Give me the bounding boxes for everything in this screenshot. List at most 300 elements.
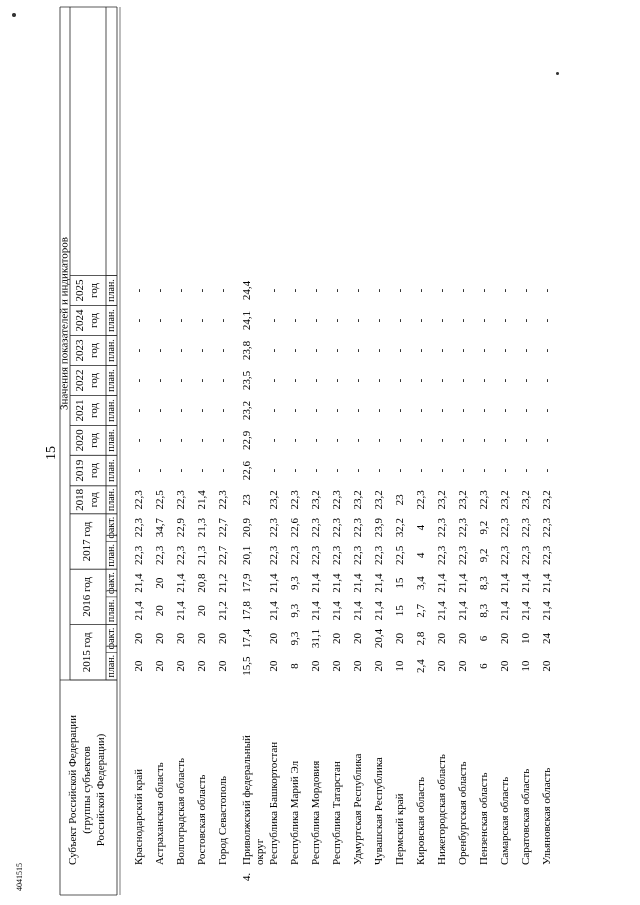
value-cell: 21,4 — [520, 573, 532, 593]
value-cell: 4 — [415, 524, 427, 531]
value-cell: 9,3 — [289, 576, 301, 590]
value-cell: - — [478, 318, 490, 323]
value-cell: 21,4 — [436, 573, 448, 593]
value-cell: 22,3 — [133, 518, 145, 538]
plan-label: план. — [106, 309, 117, 332]
value-cell: - — [415, 438, 427, 443]
value-cell: - — [373, 468, 385, 473]
value-cell: 20 — [436, 660, 448, 672]
value-cell: 21,4 — [373, 573, 385, 593]
value-cell: 15 — [394, 605, 406, 617]
value-cell: - — [310, 318, 322, 323]
rotated-content — [15, 7, 553, 895]
value-cell: - — [520, 348, 532, 353]
value-cell: 23,8 — [241, 340, 253, 361]
value-cell: - — [499, 468, 511, 473]
subject-name: Чувашская Республика — [373, 757, 385, 865]
value-cell: 22,3 — [217, 490, 229, 510]
table-row — [478, 288, 490, 865]
subject-name: Самарская область — [499, 776, 511, 865]
value-cell: 20 — [331, 660, 343, 672]
value-cell: 22,3 — [436, 518, 448, 538]
subject-name: Ульяновская область — [541, 767, 553, 865]
value-cell: - — [457, 438, 469, 443]
value-cell: - — [196, 378, 208, 383]
value-cell: - — [217, 318, 229, 323]
value-cell: 20 — [541, 660, 553, 672]
value-cell: - — [133, 438, 145, 443]
value-cell: 21,2 — [217, 601, 229, 621]
value-cell: 22,3 — [175, 545, 187, 565]
year-header: 2018 — [74, 488, 86, 511]
value-cell: - — [310, 408, 322, 413]
value-cell: 22,3 — [541, 518, 553, 538]
year-header: 2019 — [74, 459, 86, 482]
value-cell: - — [541, 378, 553, 383]
value-cell: 31,1 — [310, 628, 322, 649]
table-row — [415, 288, 427, 865]
table-row — [217, 288, 229, 865]
value-cell: - — [175, 438, 187, 443]
table-row — [289, 288, 301, 865]
table-header — [59, 237, 118, 865]
plan-label: план. — [106, 429, 117, 452]
value-cell: - — [331, 288, 343, 293]
value-cell: - — [373, 318, 385, 323]
value-cell: - — [196, 288, 208, 293]
value-cell: - — [394, 288, 406, 293]
year-header: 2021 — [74, 399, 86, 422]
value-cell: 17,4 — [241, 628, 253, 649]
subject-name: Астраханская область — [154, 762, 166, 865]
subject-name: Удмуртская Республика — [352, 753, 364, 865]
value-cell: - — [499, 348, 511, 353]
value-cell: - — [478, 438, 490, 443]
value-cell: 22,7 — [217, 545, 229, 565]
value-cell: 2,4 — [415, 659, 427, 674]
table-row — [154, 288, 166, 865]
value-cell: - — [217, 378, 229, 383]
value-cell: - — [394, 318, 406, 323]
document-code: 4041515 — [15, 863, 24, 891]
value-cell: - — [268, 468, 280, 473]
value-cell: 32,2 — [394, 518, 406, 538]
value-cell: - — [268, 378, 280, 383]
value-cell: 20 — [457, 660, 469, 672]
value-cell: 10 — [394, 660, 406, 672]
value-cell: - — [415, 408, 427, 413]
value-cell: - — [499, 318, 511, 323]
value-cell: 23,9 — [373, 518, 385, 538]
value-cell: 20 — [217, 632, 229, 644]
value-cell: - — [352, 288, 364, 293]
value-cell: - — [196, 408, 208, 413]
value-cell: - — [310, 288, 322, 293]
table-row — [436, 288, 448, 865]
value-cell: 22,3 — [457, 518, 469, 538]
table-row — [310, 288, 322, 865]
value-cell: 22,5 — [154, 490, 166, 510]
value-cell: - — [196, 438, 208, 443]
value-cell: 9,3 — [289, 603, 301, 618]
value-cell: 20 — [331, 632, 343, 644]
table-row — [352, 288, 364, 865]
table-row — [520, 288, 532, 865]
year-header: 2022 — [74, 369, 86, 392]
value-cell: - — [289, 348, 301, 353]
value-cell: - — [520, 408, 532, 413]
value-cell: - — [268, 438, 280, 443]
value-cell: 24,4 — [241, 280, 253, 301]
value-cell: 21,4 — [541, 573, 553, 593]
value-cell: - — [373, 288, 385, 293]
value-cell: 22,3 — [289, 490, 301, 510]
value-cell: - — [217, 408, 229, 413]
value-cell: - — [352, 378, 364, 383]
value-cell: - — [415, 468, 427, 473]
value-cell: 21,4 — [331, 573, 343, 593]
value-cell: 22,7 — [217, 518, 229, 538]
value-cell: 20 — [499, 660, 511, 672]
table-row — [457, 288, 469, 865]
value-cell: 9,2 — [478, 548, 490, 563]
value-cell: - — [175, 378, 187, 383]
value-cell: 22,3 — [310, 545, 322, 565]
value-cell: - — [520, 438, 532, 443]
value-cell: 21,3 — [196, 518, 208, 538]
plan-label: план. — [106, 599, 117, 623]
value-cell: 21,4 — [373, 601, 385, 621]
value-cell: - — [133, 408, 145, 413]
value-cell: 22,3 — [352, 518, 364, 538]
year-word: год — [88, 312, 100, 329]
value-cell: 20 — [268, 660, 280, 672]
value-cell: 4 — [415, 552, 427, 559]
value-cell: 2,7 — [415, 603, 427, 618]
value-cell: - — [154, 318, 166, 323]
value-cell: - — [217, 468, 229, 473]
value-cell: 20,4 — [373, 628, 385, 649]
year-word: год — [88, 282, 100, 299]
plan-label: план. — [106, 339, 117, 362]
value-cell: 8 — [289, 663, 301, 669]
value-cell: 22,6 — [289, 518, 301, 538]
value-cell: - — [331, 318, 343, 323]
value-cell: 21,4 — [175, 601, 187, 621]
subject-name: Республика Марий Эл — [289, 760, 301, 865]
table-row — [541, 288, 553, 865]
value-cell: 23 — [394, 494, 406, 506]
value-cell: - — [541, 318, 553, 323]
year-word: год — [88, 372, 100, 389]
value-cell: - — [499, 288, 511, 293]
subject-name: Ростовская область — [196, 774, 208, 865]
value-cell: - — [457, 408, 469, 413]
value-cell: - — [457, 348, 469, 353]
value-cell: - — [394, 408, 406, 413]
value-cell: - — [541, 408, 553, 413]
year-header: 2023 — [74, 339, 86, 362]
value-cell: 21,4 — [436, 601, 448, 621]
value-cell: 23,2 — [373, 490, 385, 510]
value-cell: - — [478, 348, 490, 353]
year-header: 2016 год — [81, 577, 93, 617]
value-cell: 22,3 — [415, 490, 427, 510]
value-cell: 20 — [154, 605, 166, 617]
value-cell: 10 — [520, 660, 532, 672]
subject-name: Саратовская область — [520, 768, 532, 865]
value-cell: 22,3 — [331, 490, 343, 510]
value-cell: 22,3 — [331, 545, 343, 565]
fact-label: факт. — [106, 627, 117, 650]
value-cell: - — [541, 288, 553, 293]
value-cell: 23,2 — [436, 490, 448, 510]
value-cell: 21,2 — [217, 573, 229, 593]
year-header: 2015 год — [81, 632, 93, 673]
value-cell: - — [196, 348, 208, 353]
value-cell: - — [154, 348, 166, 353]
year-word: год — [88, 432, 100, 448]
value-cell: - — [133, 468, 145, 473]
value-cell: - — [268, 348, 280, 353]
value-cell: 15,5 — [241, 656, 253, 676]
subject-name: Волгоградская область — [175, 757, 187, 865]
value-cell: - — [289, 438, 301, 443]
value-cell: - — [331, 468, 343, 473]
value-cell: 20 — [154, 660, 166, 672]
value-cell: - — [436, 408, 448, 413]
value-cell: 20 — [373, 660, 385, 672]
value-cell: - — [154, 288, 166, 293]
plan-label: план. — [106, 654, 117, 678]
value-cell: - — [331, 438, 343, 443]
year-header: 2024 — [74, 309, 86, 332]
value-cell: - — [196, 318, 208, 323]
value-cell: - — [154, 378, 166, 383]
value-cell: - — [175, 408, 187, 413]
value-cell: 20 — [154, 632, 166, 644]
value-cell: - — [352, 318, 364, 323]
value-cell: 20 — [133, 632, 145, 644]
subject-name: Краснодарский край — [133, 768, 145, 865]
value-cell: 22,3 — [268, 518, 280, 538]
value-cell: 20 — [175, 660, 187, 672]
value-cell: 2,8 — [415, 631, 427, 646]
year-word: год — [88, 342, 100, 359]
value-cell: - — [415, 318, 427, 323]
value-cell: 20 — [457, 632, 469, 644]
value-cell: 24,1 — [241, 310, 253, 331]
value-cell: - — [310, 348, 322, 353]
table-row — [373, 288, 385, 865]
value-cell: - — [133, 318, 145, 323]
value-cell: 22,3 — [499, 518, 511, 538]
value-cell: - — [331, 408, 343, 413]
subject-header-line: (группы субъектов — [81, 746, 93, 834]
value-cell: 22,9 — [241, 430, 253, 451]
value-cell: 20 — [499, 632, 511, 644]
subject-name: Республика Татарстан — [331, 761, 343, 865]
value-cell: 34,7 — [154, 518, 166, 538]
value-cell: - — [175, 468, 187, 473]
value-cell: - — [457, 288, 469, 293]
subject-name: Республика Мордовия — [310, 760, 322, 865]
value-cell: - — [436, 378, 448, 383]
plan-label: план. — [106, 369, 117, 392]
value-cell: 22,3 — [175, 490, 187, 510]
subject-header-line: Российской Федерации) — [95, 733, 107, 847]
value-cell: - — [310, 378, 322, 383]
value-cell: - — [268, 408, 280, 413]
value-cell: 20 — [268, 632, 280, 644]
value-cell: 23,2 — [352, 490, 364, 510]
value-cell: 21,4 — [175, 573, 187, 593]
value-cell: 21,4 — [268, 573, 280, 593]
plan-label: план. — [106, 544, 117, 567]
value-cell: 22,3 — [133, 545, 145, 565]
value-cell: 23,2 — [268, 490, 280, 510]
value-cell: - — [175, 348, 187, 353]
subject-name: Республика Башкортостан — [268, 741, 280, 865]
value-cell: - — [331, 348, 343, 353]
table-row — [268, 288, 280, 865]
row-number: 4. — [241, 872, 253, 882]
value-cell: 17,9 — [241, 573, 253, 593]
value-cell: - — [154, 438, 166, 443]
value-cell: - — [436, 318, 448, 323]
plan-label: план. — [106, 279, 117, 302]
plan-label: план. — [106, 488, 117, 512]
value-cell: - — [457, 468, 469, 473]
year-word: год — [88, 463, 100, 479]
value-cell: - — [394, 378, 406, 383]
value-cell: - — [415, 288, 427, 293]
year-header: 2020 — [74, 429, 86, 452]
value-cell: 21,4 — [457, 573, 469, 593]
value-cell: - — [457, 378, 469, 383]
value-cell: 21,4 — [499, 573, 511, 593]
value-cell: 15 — [394, 577, 406, 589]
value-cell: 22,3 — [133, 490, 145, 510]
indicators-header: Значения показателей и индикаторов — [58, 237, 71, 410]
page-number: 15 — [44, 446, 59, 460]
value-cell: - — [520, 378, 532, 383]
value-cell: 22,3 — [436, 545, 448, 565]
value-cell: - — [310, 438, 322, 443]
value-cell: - — [352, 468, 364, 473]
plan-label: план. — [106, 399, 117, 422]
value-cell: - — [541, 468, 553, 473]
value-cell: - — [436, 438, 448, 443]
plan-label: план. — [106, 459, 117, 482]
year-header: 2017 год — [81, 521, 93, 562]
value-cell: - — [331, 378, 343, 383]
table-row — [133, 288, 145, 865]
value-cell: - — [436, 468, 448, 473]
value-cell: - — [133, 288, 145, 293]
value-cell: 21,4 — [196, 490, 208, 510]
subject-name: Оренбургская область — [457, 761, 469, 865]
value-cell: 23,2 — [520, 490, 532, 510]
year-word: год — [88, 492, 100, 508]
value-cell: 21,4 — [352, 601, 364, 621]
value-cell: 21,4 — [310, 573, 322, 593]
value-cell: 21,4 — [352, 573, 364, 593]
value-cell: 22,6 — [241, 460, 253, 481]
value-cell: 22,9 — [175, 518, 187, 538]
subject-name: Нижегородская область — [436, 754, 448, 865]
value-cell: - — [478, 288, 490, 293]
subject-name: Кировская область — [415, 776, 427, 865]
table-row — [175, 288, 187, 865]
value-cell: 22,3 — [154, 545, 166, 565]
value-cell: - — [415, 348, 427, 353]
value-cell: - — [373, 408, 385, 413]
subject-name: округ — [254, 838, 266, 865]
value-cell: 9,2 — [478, 520, 490, 535]
value-cell: - — [352, 348, 364, 353]
value-cell: 21,4 — [520, 601, 532, 621]
subject-header-line: Субъект Российской Федерации — [67, 715, 79, 865]
value-cell: - — [352, 408, 364, 413]
value-cell: 21,4 — [310, 601, 322, 621]
value-cell: 20 — [310, 660, 322, 672]
value-cell: - — [499, 378, 511, 383]
value-cell: 20 — [175, 632, 187, 644]
value-cell: 20,8 — [196, 573, 208, 593]
value-cell: 22,3 — [331, 518, 343, 538]
value-cell: 22,3 — [268, 545, 280, 565]
value-cell: 22,3 — [478, 490, 490, 510]
value-cell: - — [499, 408, 511, 413]
value-cell: 22,3 — [457, 545, 469, 565]
fact-label: факт. — [106, 572, 117, 594]
value-cell: - — [373, 348, 385, 353]
value-cell: 6 — [478, 635, 490, 642]
value-cell: 20,1 — [241, 545, 253, 565]
value-cell: 21,4 — [541, 601, 553, 621]
value-cell: - — [196, 468, 208, 473]
table-body — [133, 280, 553, 881]
value-cell: - — [175, 288, 187, 293]
value-cell: 21,4 — [133, 601, 145, 621]
value-cell: - — [289, 288, 301, 293]
value-cell: 17,8 — [241, 601, 253, 621]
subject-name: Город Севастополь — [217, 776, 229, 865]
value-cell: - — [217, 438, 229, 443]
value-cell: 22,3 — [499, 545, 511, 565]
subject-name: Пензенская область — [478, 772, 490, 865]
table-row — [499, 288, 511, 865]
value-cell: 9,3 — [289, 631, 301, 646]
value-cell: 20 — [436, 632, 448, 644]
value-cell: 21,3 — [196, 545, 208, 565]
table-row — [241, 280, 266, 881]
year-header: 2025 — [74, 279, 86, 302]
value-cell: 21,4 — [499, 601, 511, 621]
value-cell: - — [478, 378, 490, 383]
value-cell: - — [394, 438, 406, 443]
table-row — [331, 288, 343, 865]
value-cell: 20 — [352, 632, 364, 644]
value-cell: - — [436, 288, 448, 293]
value-cell: 20 — [196, 660, 208, 672]
subject-name: Пермский край — [394, 793, 406, 865]
value-cell: - — [541, 348, 553, 353]
fact-label: факт. — [106, 516, 117, 539]
value-cell: 22,5 — [394, 545, 406, 565]
value-cell: 22,3 — [520, 518, 532, 538]
